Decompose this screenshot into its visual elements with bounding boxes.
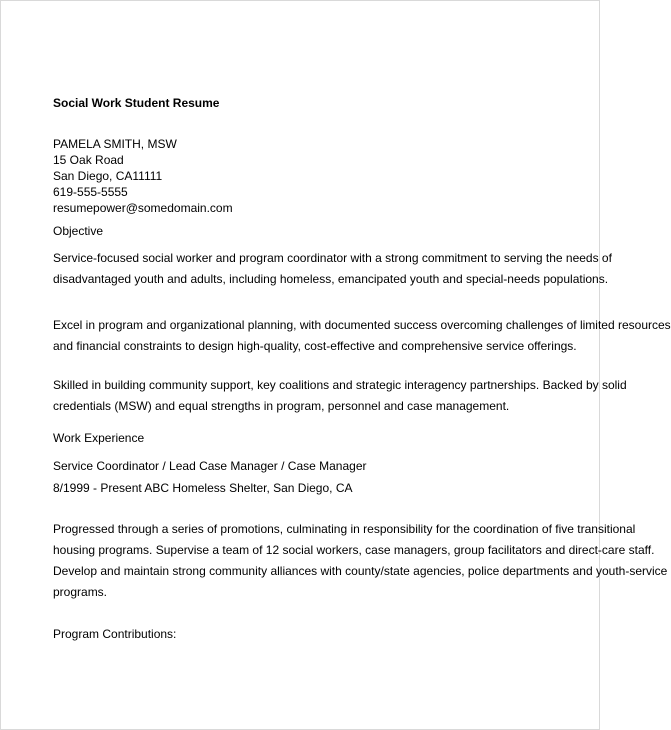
paragraph-line: credentials (MSW) and equal strengths in program, personnel and case management.	[53, 399, 510, 413]
program-contributions-heading: Program Contributions:	[53, 627, 177, 641]
contact-name: PAMELA SMITH, MSW	[53, 137, 177, 151]
objective-heading: Objective	[53, 224, 104, 238]
paragraph-line: housing programs. Supervise a team of 12 social workers, case managers, group facilitators and direct-care staff.	[53, 543, 655, 557]
work-experience-heading: Work Experience	[53, 431, 145, 445]
paragraph-line: Develop and maintain strong community alliances with county/state agencies, police departments and youth-service	[53, 564, 668, 578]
objective-paragraph-2	[53, 315, 671, 357]
job-description	[53, 519, 668, 603]
objective-paragraph-1	[53, 248, 612, 290]
paragraph-line: Service-focused social worker and program coordinator with a strong commitment to serving the needs of	[53, 251, 612, 265]
contact-city: San Diego, CA11111	[53, 169, 163, 183]
contact-email: resumepower@somedomain.com	[53, 201, 233, 215]
objective-paragraph-3	[53, 375, 627, 417]
paragraph-line: Excel in program and organizational planning, with documented success overcoming challenges of limited resources	[53, 318, 671, 332]
document-title: Social Work Student Resume	[53, 96, 220, 110]
contact-phone: 619-555-5555	[53, 185, 128, 199]
job-title: Service Coordinator / Lead Case Manager / Case Manager	[53, 459, 367, 473]
contact-address: 15 Oak Road	[53, 153, 124, 167]
job-dates-employer: 8/1999 - Present ABC Homeless Shelter, San Diego, CA	[53, 481, 353, 495]
paragraph-line: programs.	[53, 585, 108, 599]
paragraph-line: Skilled in building community support, key coalitions and strategic interagency partnerships. Backed by solid	[53, 378, 627, 392]
paragraph-line: disadvantaged youth and adults, including homeless, emancipated youth and special-needs populations.	[53, 272, 609, 286]
paragraph-line: and financial constraints to design high-quality, cost-effective and comprehensive service offerings.	[53, 339, 577, 353]
paragraph-line: Progressed through a series of promotions, culminating in responsibility for the coordination of five transitional	[53, 522, 636, 536]
